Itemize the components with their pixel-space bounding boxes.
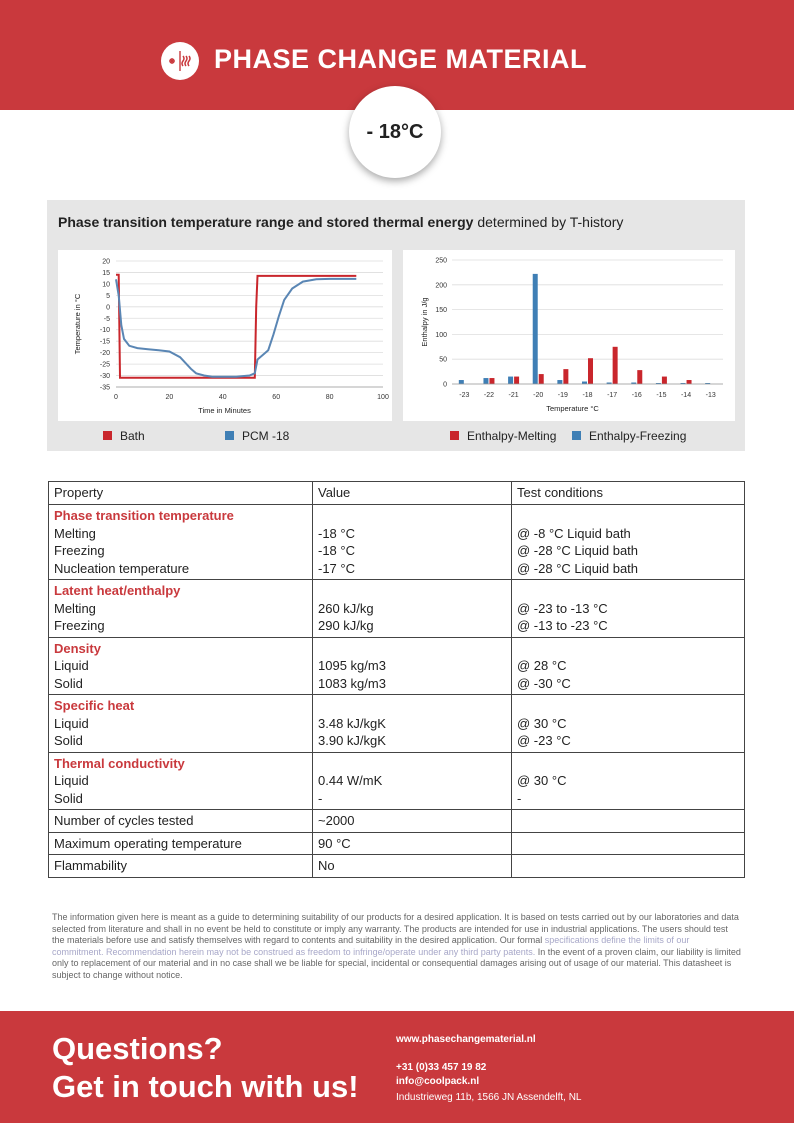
section-spacer xyxy=(517,697,739,715)
y-tick-label: 200 xyxy=(435,282,447,290)
x-tick-label: 100 xyxy=(377,394,389,401)
legend-swatch-melting xyxy=(450,431,459,440)
x-tick-label: -22 xyxy=(483,392,495,399)
x-tick-label: 0 xyxy=(114,394,118,401)
property-value: 260 kJ/kg xyxy=(318,600,374,616)
bar-enthalpy-melting xyxy=(563,369,568,384)
charts-title-bold: Phase transition temperature range and stored thermal energy xyxy=(58,214,474,230)
section-title: Phase transition temperature xyxy=(54,508,234,523)
property-label: Solid xyxy=(54,733,83,748)
test-condition: @ -28 °C Liquid bath xyxy=(517,560,639,576)
bar-enthalpy-melting xyxy=(662,377,667,384)
conditions-cell xyxy=(512,695,745,753)
table-row xyxy=(49,855,745,878)
x-tick-label: -20 xyxy=(533,392,544,399)
table-section-row xyxy=(49,637,745,695)
x-tick-label: -15 xyxy=(656,392,667,399)
section-spacer xyxy=(517,582,739,600)
disclaimer-part-1: The information given here is meant as a guide to determining suitability of our products for a desired application. It is based on tests carried out by our laboratories and data selected from literature and shall in no event be held to constitute or imply any warranty. The products are intended for use in industrial applications. The users should test the materials before use and satisfy themselves with regard to contents and suitability in the desired application. Our formal xyxy=(52,912,739,946)
bar-enthalpy-melting xyxy=(637,370,642,384)
x-tick-label: -19 xyxy=(557,392,568,399)
enthalpy-chart-svg xyxy=(403,250,735,421)
value-cell: 90 °C xyxy=(313,832,512,855)
x-tick-label: 40 xyxy=(218,394,227,401)
temperature-time-chart xyxy=(58,250,392,421)
properties-table xyxy=(48,481,745,878)
test-condition: - xyxy=(517,790,522,806)
x-tick-label: -17 xyxy=(607,392,618,399)
x-tick-label: -21 xyxy=(508,392,519,399)
y-tick-label: -5 xyxy=(103,315,110,323)
legend-swatch-pcm xyxy=(225,431,234,440)
bar-enthalpy-freezing xyxy=(508,377,513,384)
temperature-chart-svg xyxy=(58,250,392,421)
property-value: -17 °C xyxy=(318,560,355,576)
legend-label-melting: Enthalpy-Melting xyxy=(467,429,557,443)
disclaimer-text xyxy=(52,912,742,982)
x-tick-label: -14 xyxy=(680,392,692,399)
bar-enthalpy-melting xyxy=(613,347,618,384)
y-tick-label: -20 xyxy=(99,350,110,358)
y-tick-label: 20 xyxy=(102,258,110,266)
y-tick-label: 10 xyxy=(102,281,110,289)
disclaimer-part-3: In the event of a proven claim, our liability is limited only to replacement of our material and in no case shall we be liable for special, incidental or consequential damages arising out of usage of our material. This datasheet is subject to change without notice. xyxy=(52,946,741,980)
x-axis-label: Temperature °C xyxy=(546,404,599,413)
test-condition: @ -8 °C Liquid bath xyxy=(517,525,631,541)
disclaimer-part-2: specifications define the limits of our commitment. Recommendation herein may not be construed as freedom to infringe/operate under any third party patents. xyxy=(52,935,690,957)
bar-enthalpy-melting xyxy=(514,377,519,384)
table-section-row xyxy=(49,695,745,753)
value-cell xyxy=(313,505,512,580)
property-value: -18 °C xyxy=(318,525,355,541)
value-cell: ~2000 xyxy=(313,810,512,833)
y-tick-label: 250 xyxy=(435,257,447,265)
section-spacer xyxy=(318,755,506,773)
charts-title-rest: determined by T-history xyxy=(473,214,624,230)
legend-swatch-bath xyxy=(103,431,112,440)
y-tick-label: 0 xyxy=(106,304,110,312)
property-cell: Number of cycles tested xyxy=(49,810,313,833)
y-axis-label: Enthalpy in J/g xyxy=(420,297,429,347)
conditions-cell xyxy=(512,832,745,855)
y-tick-label: -35 xyxy=(99,384,110,392)
conditions-cell xyxy=(512,637,745,695)
bar-enthalpy-melting xyxy=(687,380,692,384)
test-condition: @ -28 °C Liquid bath xyxy=(517,543,639,558)
property-label: Liquid xyxy=(54,658,89,673)
bar-enthalpy-melting xyxy=(489,378,494,384)
property-cell xyxy=(49,580,313,638)
address-text: Industrieweg 11b, 1566 JN Assendelft, NL xyxy=(396,1092,582,1103)
property-value: 1083 kg/m3 xyxy=(318,675,386,691)
header-value: Value xyxy=(313,482,512,505)
property-value: - xyxy=(318,790,323,806)
property-cell xyxy=(49,695,313,753)
value-cell xyxy=(313,637,512,695)
test-condition: @ 30 °C xyxy=(517,715,567,731)
test-condition: @ 28 °C xyxy=(517,658,567,673)
bar-enthalpy-melting xyxy=(539,374,544,384)
bar-enthalpy-freezing xyxy=(483,378,488,384)
test-condition: @ -13 to -23 °C xyxy=(517,618,608,633)
property-label: Liquid xyxy=(54,773,89,788)
value-cell xyxy=(313,752,512,810)
section-spacer xyxy=(318,507,506,525)
section-spacer xyxy=(517,640,739,658)
cta-questions: Questions? xyxy=(52,1031,223,1066)
x-tick-label: -18 xyxy=(582,392,593,399)
x-tick-label: -23 xyxy=(459,392,470,399)
x-tick-label: 80 xyxy=(325,394,334,401)
temperature-badge: - 18°C xyxy=(349,86,441,178)
property-cell: Maximum operating temperature xyxy=(49,832,313,855)
website-link[interactable]: www.phasechangematerial.nl xyxy=(396,1034,536,1045)
property-value: 3.48 kJ/kgK xyxy=(318,715,386,731)
legend-swatch-freezing xyxy=(572,431,581,440)
property-cell xyxy=(49,637,313,695)
charts-title xyxy=(58,214,623,230)
section-title: Specific heat xyxy=(54,698,135,713)
value-cell: No xyxy=(313,855,512,878)
x-tick-label: -16 xyxy=(631,392,642,399)
y-tick-label: -30 xyxy=(99,373,110,381)
y-axis-label: Temperature in °C xyxy=(73,293,82,355)
section-spacer xyxy=(517,507,739,525)
legend-item-melting xyxy=(450,429,556,443)
property-cell xyxy=(49,752,313,810)
y-tick-label: 0 xyxy=(443,381,447,389)
header-test-conditions: Test conditions xyxy=(512,482,745,505)
section-spacer xyxy=(318,697,506,715)
value-cell xyxy=(313,695,512,753)
property-cell xyxy=(49,505,313,580)
conditions-cell xyxy=(512,505,745,580)
property-value: -18 °C xyxy=(318,543,355,558)
conditions-cell xyxy=(512,580,745,638)
property-label: Liquid xyxy=(54,715,89,731)
property-cell: Flammability xyxy=(49,855,313,878)
property-label: Solid xyxy=(54,790,83,806)
legend-item-freezing xyxy=(572,429,686,443)
y-tick-label: -15 xyxy=(99,338,110,346)
table-section-row xyxy=(49,752,745,810)
bar-enthalpy-freezing xyxy=(533,274,538,384)
phone-number[interactable]: +31 (0)33 457 19 82 xyxy=(396,1062,487,1073)
table-row xyxy=(49,832,745,855)
y-tick-label: -25 xyxy=(99,361,110,369)
bar-enthalpy-freezing xyxy=(557,380,562,384)
y-tick-label: 50 xyxy=(439,356,447,364)
table-row xyxy=(49,810,745,833)
y-tick-label: 150 xyxy=(435,307,447,315)
snowflake-heat-icon xyxy=(161,42,199,80)
legend-item-bath xyxy=(103,429,145,443)
section-title: Density xyxy=(54,640,101,656)
x-axis-label: Time in Minutes xyxy=(198,406,251,415)
y-tick-label: -10 xyxy=(99,327,110,335)
x-tick-label: -13 xyxy=(705,392,716,399)
header-property: Property xyxy=(49,482,313,505)
footer-band xyxy=(0,1011,794,1123)
legend-item-pcm xyxy=(225,429,289,443)
section-title: Thermal conductivity xyxy=(54,755,185,771)
series-line-bath xyxy=(116,275,356,378)
brand-title: PHASE CHANGE MATERIAL xyxy=(214,44,588,74)
section-spacer xyxy=(517,755,739,773)
property-value: 0.44 W/mK xyxy=(318,773,383,788)
property-label: Freezing xyxy=(54,618,105,633)
section-spacer xyxy=(318,582,506,600)
email-link[interactable]: info@coolpack.nl xyxy=(396,1076,480,1087)
property-label: Freezing xyxy=(54,543,105,558)
section-title: Latent heat/enthalpy xyxy=(54,583,181,598)
x-tick-label: 20 xyxy=(165,394,174,401)
property-label: Melting xyxy=(54,525,96,541)
x-tick-label: 60 xyxy=(272,394,281,401)
enthalpy-chart xyxy=(403,250,735,421)
y-tick-label: 100 xyxy=(435,331,447,339)
conditions-cell xyxy=(512,752,745,810)
legend-label-freezing: Enthalpy-Freezing xyxy=(589,429,687,443)
series-line-pcm xyxy=(116,279,356,377)
charts-panel xyxy=(47,200,745,451)
property-value: 1095 kg/m3 xyxy=(318,658,386,673)
y-tick-label: 15 xyxy=(102,269,110,277)
conditions-cell xyxy=(512,855,745,878)
cta-get-in-touch: Get in touch with us! xyxy=(52,1069,359,1104)
property-value: 290 kJ/kg xyxy=(318,618,374,633)
test-condition: @ -23 °C xyxy=(517,733,571,748)
test-condition: @ -30 °C xyxy=(517,675,571,691)
property-value: 3.90 kJ/kgK xyxy=(318,733,386,748)
legend-label-bath: Bath xyxy=(120,429,145,443)
test-condition: @ -23 to -13 °C xyxy=(517,600,608,616)
conditions-cell xyxy=(512,810,745,833)
test-condition: @ 30 °C xyxy=(517,773,567,788)
table-header-row xyxy=(49,482,745,505)
bar-enthalpy-melting xyxy=(588,358,593,384)
table-section-row xyxy=(49,505,745,580)
property-label: Melting xyxy=(54,600,96,616)
table-section-row xyxy=(49,580,745,638)
bar-enthalpy-freezing xyxy=(459,380,464,384)
section-spacer xyxy=(318,640,506,658)
property-label: Solid xyxy=(54,675,83,691)
legend-label-pcm: PCM -18 xyxy=(242,429,290,443)
value-cell xyxy=(313,580,512,638)
property-label: Nucleation temperature xyxy=(54,560,190,576)
y-tick-label: 5 xyxy=(106,292,110,300)
